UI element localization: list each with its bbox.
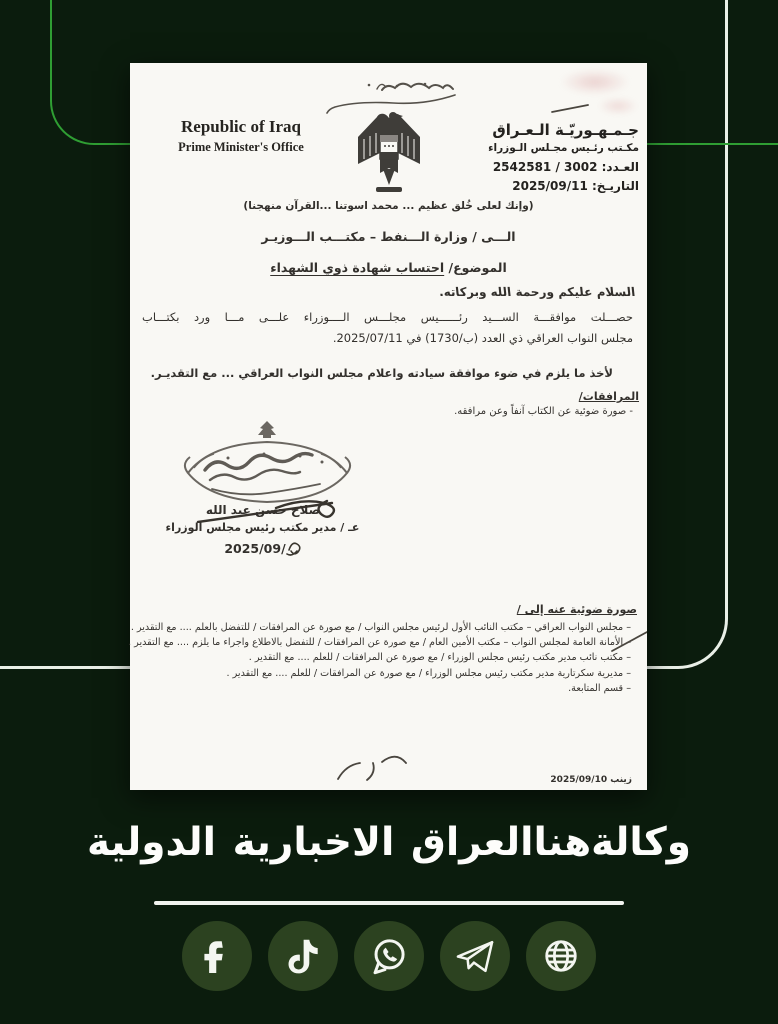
distribution-item: – مكتب نائب مدير مكتب رئيس مجلس الوزراء / مع صورة عن المرافقات / للعلم .... مع التقدير . [248, 652, 631, 664]
distribution-item: – قسم المتابعة. [568, 682, 631, 694]
letterhead-title-ar: جـمـهـوريّـة الـعـراق [492, 121, 639, 139]
whatsapp-icon [367, 934, 411, 978]
signature-name: صلاح حسن عبد الله [205, 503, 321, 517]
action-line: لأخذ ما يلزم في ضوء موافقة سيادته واعلام مجلس النواب العراقي ... مع التقديـر. [150, 366, 613, 380]
body-line-2: مجلس النواب العراقي ذي العدد (1730/ب) في 2025/07/11. [332, 331, 633, 345]
subject-value: احتساب شهادة ذوي الشهداء [270, 260, 445, 275]
facebook-button[interactable] [182, 921, 252, 991]
date-value: 2025/09/11 [512, 179, 588, 193]
letterhead-office-ar: مكـتب رئـيس مجـلس الـوزراء [488, 142, 639, 154]
website-button[interactable] [526, 921, 596, 991]
telegram-icon [453, 934, 497, 978]
ref-value: 2542581 / 3002 [492, 160, 598, 174]
body-line-1: حصـــلت موافقـــة الســـيد رئــــــيس مجلـــس الــــوزراء علـــى مـــا ورد بكتـــاب [142, 310, 633, 324]
attachments-label: المرافقات/ [578, 390, 639, 403]
handwritten-check-mark [367, 763, 374, 780]
arabic-letterhead [488, 121, 639, 193]
distribution-header: صورة ضوئية عنه إلى / [516, 603, 637, 616]
greeting-line: السلام عليكم ورحمة الله وبركاته. [438, 285, 636, 299]
distribution-item: – مجلس النواب العراقي – مكتب النائب الأول لرئيس مجلس النواب / مع صورة عن المرافقات / للتفضل بالعلم .... مع التقدير . [130, 622, 631, 633]
date-line [488, 179, 639, 193]
date-label: التاريـخ: [592, 179, 639, 193]
paper-smudge [598, 97, 638, 115]
official-letter [130, 63, 647, 790]
telegram-button[interactable] [440, 921, 510, 991]
english-letterhead [166, 117, 316, 155]
letterhead-subtitle-en: Prime Minister's Office [178, 140, 304, 154]
typist-note: زينب 2025/09/10 [550, 775, 632, 785]
social-row [0, 921, 778, 991]
title-divider [154, 901, 624, 905]
facebook-icon [196, 935, 238, 977]
signature-title: عـ / مدير مكتب رئيس مجلس الوزراء [165, 521, 360, 534]
tiktok-icon [282, 935, 324, 977]
letterhead-title-en: Republic of Iraq [181, 117, 301, 136]
agency-title: وكالةهناالعراق الاخبارية الدولية [87, 820, 691, 865]
paper-smudge [560, 69, 630, 95]
globe-icon [539, 934, 583, 978]
distribution-item: – مديرية سكرتارية مدير مكتب رئيس مجلس الوزراء / مع صورة عن المرافقات / للعلم .... مع التقدير . [226, 667, 631, 679]
header-pen-dash [552, 105, 588, 112]
distribution-list [128, 620, 631, 696]
handwritten-day-mark [286, 541, 302, 556]
recipient-line: الـــى / وزارة الـــنفط – مكتـــب الـــوزيـر [261, 229, 516, 244]
tiktok-button[interactable] [268, 921, 338, 991]
distribution-item: – الأمانة العامة لمجلس النواب – مكتب الأمين العام / مع صورة عن المرافقات / للتفضل بالاطلاع واجراء ما يلزم .... مع التقدير . [128, 637, 631, 649]
motto-line: (وإنك لعلى خُلق عظيم ... محمد اسوتنا ...القرآن منهجنا) [243, 200, 534, 212]
ref-label: العـدد: [601, 160, 639, 174]
subject-line [130, 260, 647, 275]
subject-label: الموضوع/ [448, 260, 507, 275]
attachments-item: - صورة ضوئية عن الكتاب آنفاً وعن مرافقه. [454, 406, 633, 417]
handwritten-check-mark [382, 757, 406, 763]
ref-number-line [488, 160, 639, 174]
handwritten-check-mark [338, 763, 360, 779]
signature-date: 2025/09/ [178, 541, 348, 556]
iraq-coat-of-arms-icon [352, 109, 426, 199]
whatsapp-button[interactable] [354, 921, 424, 991]
